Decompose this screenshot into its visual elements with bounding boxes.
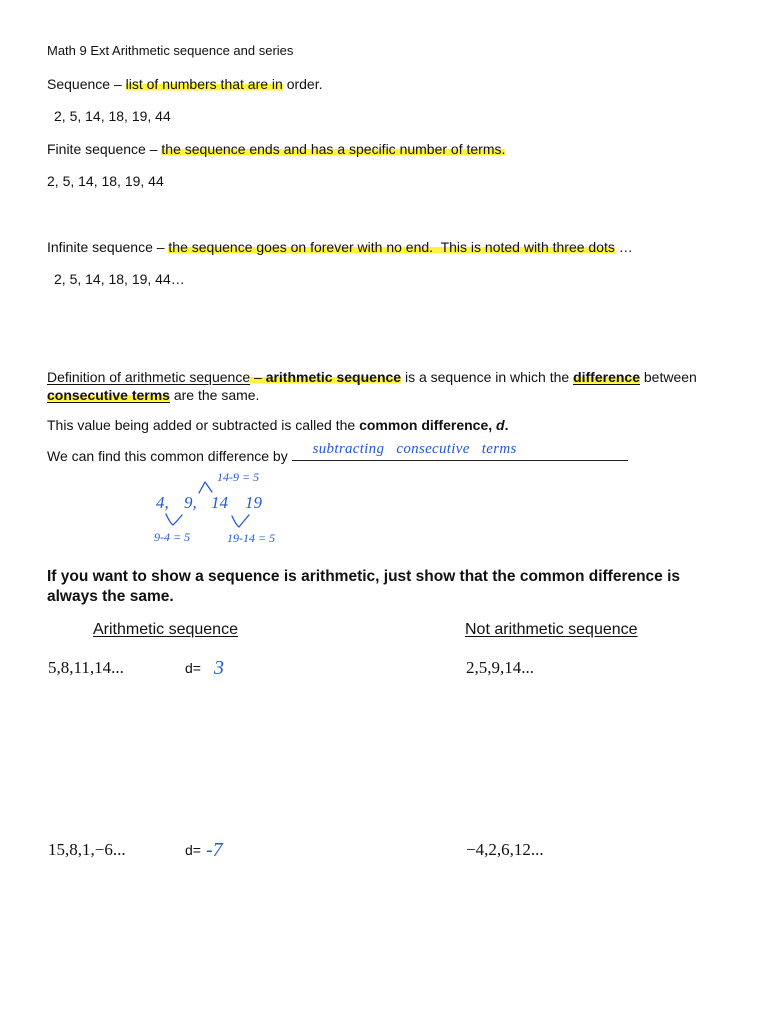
finite-sequence-definition bbox=[47, 140, 505, 158]
caret-mark bbox=[199, 482, 212, 493]
definition-heading: Definition of arithmetic sequence bbox=[47, 369, 251, 385]
sequence-rest: order. bbox=[282, 76, 323, 92]
find-difference-text: We can find this common difference by bbox=[47, 448, 292, 464]
not-arithmetic-heading: Not arithmetic sequence bbox=[465, 621, 638, 638]
common-difference-term: common difference, bbox=[359, 417, 497, 433]
common-difference-period: . bbox=[504, 417, 509, 433]
definition-text-between: between bbox=[640, 369, 697, 385]
arithmetic-example: 5,8,11,14... bbox=[48, 658, 124, 677]
handwritten-answer: subtracting consecutive terms bbox=[312, 441, 517, 457]
sequence-definition bbox=[47, 75, 323, 93]
difference-term: difference bbox=[573, 369, 640, 385]
sketch-term: 4, bbox=[156, 493, 169, 512]
sketch-term: 14 bbox=[211, 493, 228, 512]
not-arithmetic-example: 2,5,9,14... bbox=[466, 658, 534, 677]
fill-in-blank bbox=[292, 441, 628, 461]
finite-sequence-term: Finite sequence – bbox=[47, 141, 162, 157]
sketch-term: 9, bbox=[184, 493, 197, 512]
check-mark-right bbox=[232, 515, 249, 527]
arithmetic-heading: Arithmetic sequence bbox=[93, 621, 238, 638]
definition-text-end: are the same. bbox=[169, 387, 260, 403]
handwritten-d-value: 3 bbox=[214, 657, 224, 679]
common-difference-symbol: d bbox=[496, 417, 505, 433]
infinite-sequence-definition bbox=[47, 238, 633, 256]
d-label: d= bbox=[185, 842, 201, 858]
infinite-sequence-highlight: the sequence goes on forever with no end. This is noted with three dots bbox=[168, 239, 615, 255]
find-difference-prompt bbox=[47, 441, 628, 465]
consecutive-terms-term: consecutive terms bbox=[47, 387, 170, 403]
sketch-difference: 19-14 = 5 bbox=[227, 531, 276, 545]
infinite-sequence-rest: … bbox=[614, 239, 633, 255]
check-mark-left bbox=[166, 514, 182, 525]
key-statement: If you want to show a sequence is arithmetic, just show that the common difference is always the same. bbox=[47, 568, 681, 605]
not-arithmetic-example: −4,2,6,12... bbox=[466, 840, 544, 859]
finite-sequence-example: 2, 5, 14, 18, 19, 44 bbox=[47, 173, 164, 189]
infinite-sequence-example: 2, 5, 14, 18, 19, 44… bbox=[54, 271, 185, 287]
sketch-difference: 9-4 = 5 bbox=[154, 530, 191, 544]
arithmetic-sequence-term: arithmetic sequence bbox=[265, 369, 402, 385]
arithmetic-definition-line-1 bbox=[47, 368, 697, 386]
common-difference-definition bbox=[47, 416, 508, 434]
finite-sequence-highlight: the sequence ends and has a specific number of terms. bbox=[161, 141, 506, 157]
handwritten-d-value: -7 bbox=[206, 839, 223, 861]
sequence-term: Sequence – bbox=[47, 76, 126, 92]
definition-highlight bbox=[250, 369, 401, 385]
sketch-term: 19 bbox=[245, 493, 262, 512]
infinite-sequence-term: Infinite sequence – bbox=[47, 239, 169, 255]
definition-text: is a sequence in which the bbox=[401, 369, 574, 385]
sketch-difference: 14-9 = 5 bbox=[217, 470, 260, 484]
arithmetic-definition-line-2 bbox=[47, 386, 259, 404]
arithmetic-example: 15,8,1,−6... bbox=[48, 840, 126, 859]
definition-dash: – bbox=[250, 369, 266, 385]
common-difference-text: This value being added or subtracted is called the bbox=[47, 417, 360, 433]
sequence-example: 2, 5, 14, 18, 19, 44 bbox=[54, 108, 171, 124]
sequence-highlight: list of numbers that are in bbox=[125, 76, 283, 92]
d-label: d= bbox=[185, 660, 201, 676]
page-title: Math 9 Ext Arithmetic sequence and series bbox=[47, 43, 294, 58]
